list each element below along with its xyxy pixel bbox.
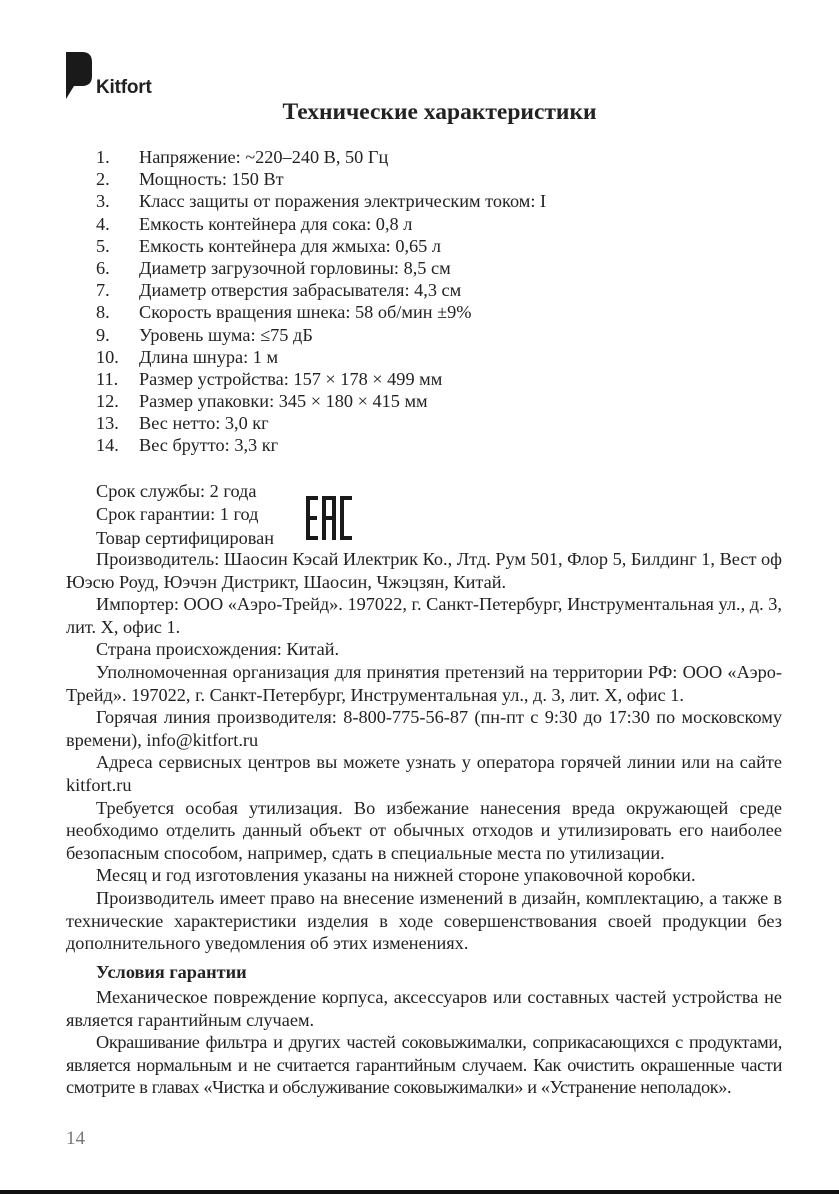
kitfort-logo [66,52,176,106]
spec-item: 2. Мощность: 150 Вт [96,169,284,190]
spec-item: 1. Напряжение: ~220–240 В, 50 Гц [96,147,389,167]
service-info-block [96,480,274,550]
service-centers-paragraph: Адреса сервисных центров вы можете узнать у оператора горячей линии или на сайте kitfort.ru [66,752,782,795]
spec-item: 13. Вес нетто: 3,0 кг [96,413,269,434]
warranty-conditions-title: Условия гарантии [96,962,247,982]
logo-brand-text: Kitfort [96,77,152,98]
hotline-paragraph: Горячая линия производителя: 8-800-775-56-87 (пн-пт с 9:30 до 17:30 по московскому времени), info@kitfort.ru [66,707,782,750]
spec-item: 12. Размер упаковки: 345 × 180 × 415 мм [96,391,428,412]
spec-item: 5. Емкость контейнера для жмыха: 0,65 л [96,235,442,256]
spec-item: 14. Вес брутто: 3,3 кг [96,435,279,456]
specs-list [96,146,796,457]
eac-mark-icon [306,496,352,540]
spec-item: 8. Скорость вращения шнека: 58 об/мин ±9% [96,302,472,323]
bottom-border [0,1190,839,1194]
importer-paragraph: Импортер: ООО «Аэро-Трейд». 197022, г. Санкт-Петербург, Инструментальная ул., д. 3, лит. Х, офис 1. [66,594,782,637]
warranty-condition-paragraph: Окрашивание фильтра и других частей соковыжималки, соприкасающихся с продуктами, является нормальным и не считается гарантийным случаем. Как очистить окрашенные части смотрите в главах «Чистка и обслуживание соковыжималки» и «Устранение неполадок». [66,1032,782,1098]
eac-certification-mark [306,496,352,545]
spec-item: 10. Длина шнура: 1 м [96,346,279,367]
authorized-paragraph: Уполномоченная организация для принятия претензий на территории РФ: ООО «Аэро-Трейд». 197022, г. Санкт-Петербург, Инструментальная ул., д. 3, лит. Х, офис 1. [66,661,782,705]
manufacture-date-paragraph: Месяц и год изготовления указаны на нижней стороне упаковочной коробки. [96,865,696,886]
info-paragraphs [66,548,782,955]
spec-item: 7. Диаметр отверстия забрасывателя: 4,3 см [96,280,462,301]
origin-paragraph: Страна происхождения: Китай. [96,639,340,660]
manufacturer-paragraph: Производитель: Шаосин Кэсай Илектрик Ко., Лтд. Рум 501, Флор 5, Билдинг 1, Вест оф Юэсю Роуд, Юэчэн Дистрикт, Шаосин, Чжэцзян, Китай. [66,549,782,592]
spec-item: 4. Емкость контейнера для сока: 0,8 л [96,213,413,234]
spec-item: 11. Размер устройства: 157 × 178 × 499 мм [96,368,443,389]
warranty-conditions-text [66,986,782,1099]
changes-paragraph: Производитель имеет право на внесение изменений в дизайн, комплектацию, а также в технические характеристики изделия в ходе совершенствования своей продукции без дополнительного уведомления об этих изменениях. [66,887,782,954]
warranty-period: Срок гарантии: 1 год [96,504,259,525]
spec-item: 9. Уровень шума: ≤75 дБ [96,324,313,345]
kitfort-logo-icon [66,52,92,100]
page-title: Технические характеристики [282,99,597,125]
warranty-condition-paragraph: Механическое повреждение корпуса, аксессуаров или составных частей устройства не является гарантийным случаем. [66,987,782,1030]
spec-item: 6. Диаметр загрузочной горловины: 8,5 см [96,257,451,278]
page-number: 14 [66,1128,85,1149]
disposal-paragraph: Требуется особая утилизация. Во избежание нанесения вреда окружающей среде необходимо отделить данный объект от обычных отходов и утилизировать его наиболее безопасным способом, например, сдать в специальные места по утилизации. [66,797,782,863]
spec-item: 3. Класс защиты от поражения электрическим током: I [96,191,547,212]
certified-note: Товар сертифицирован [96,527,275,548]
service-life: Срок службы: 2 года [96,481,257,501]
